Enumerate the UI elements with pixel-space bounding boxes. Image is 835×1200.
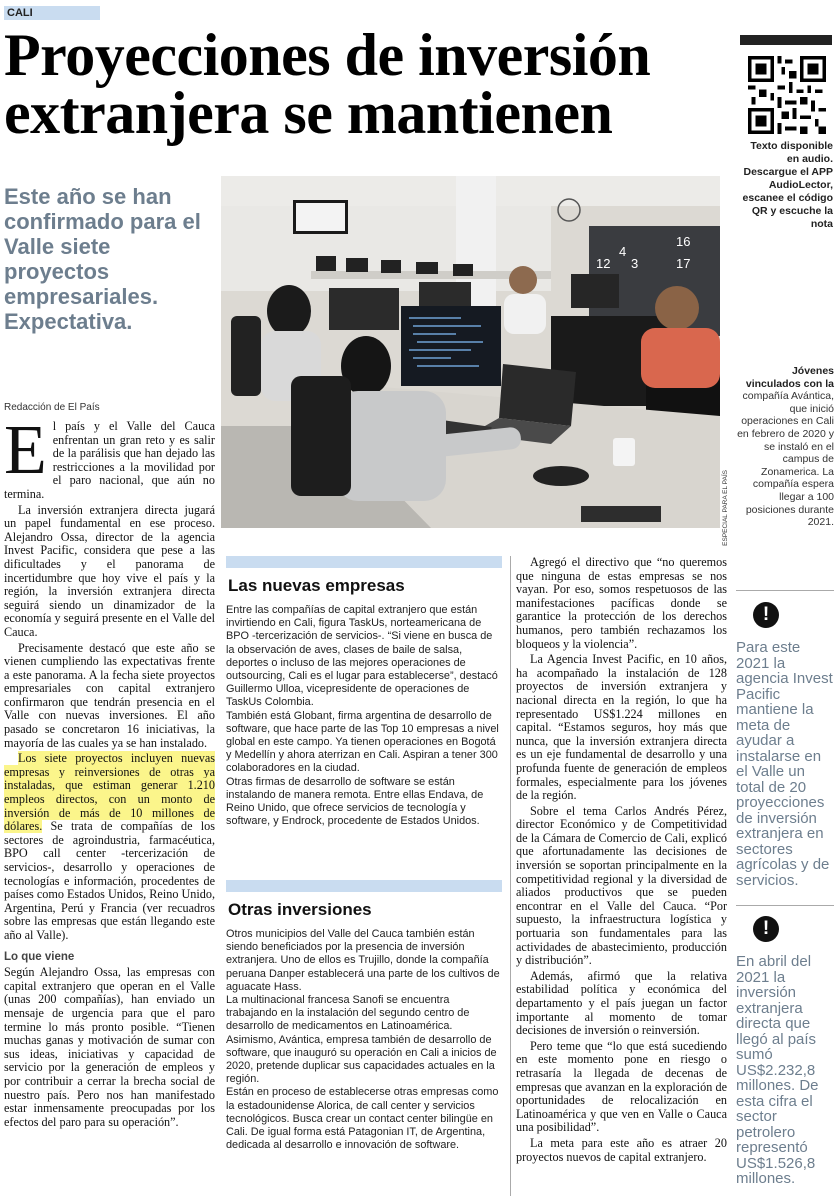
side-fact: En abril del 2021 la inversión extranjera directa que llegó al país sumó US$2.232,8 millones. De esta cifra el sector petrolero representó US$1.526,8 millones.	[736, 953, 819, 1187]
photo-credit: ESPECIAL PARA EL PAÍS	[722, 470, 729, 546]
article-paragraph: Según Alejandro Ossa, las empresas con capital extranjero que operan en el Valle (unas 200 compañías), han enviado un mensaje de urgencia para que el paro termine lo más pronto posible. “Tienen muchas ganas y motivación de sumar con sus ideas, iniciativas y capacidad de servicio por la generación de empleos y por contribuir a cerrar la brecha social de nuestro país. Pero nos han manifestado estar inmensamente preocupadas por los efectos del paro para su operación”.	[4, 965, 215, 1129]
section-tag	[4, 6, 100, 20]
wall-number: 3	[631, 256, 639, 271]
article-paragraph: Los siete proyectos incluyen nuevas empresas y reinversiones de otras ya instaladas, que estiman generar 1.210 empleos directos, con un monto de inversión de más de 10 millones de dólares. Se trata de compañías de los sectores de agroindustria, farmacéutica, BPO call center -tercerización de servicios-, desarrollo y operaciones de tecnologías e información, procedentes de países como Estados Unidos, Reino Unido, Argentina, Perú y Francia (ver recuadros sobre las empresas que están llegando este año al Valle).	[4, 751, 215, 942]
box-bar	[226, 556, 502, 568]
side-divider	[736, 905, 834, 906]
byline: Redacción de El País	[4, 402, 100, 413]
box-text: Entre las compañías de capital extranjero que están invirtiendo en Cali, figura TaskUs, norteamericana de BPO -tercerización de servicios-. “Si viene en busca de la observación de aves, clases de baile de salsa, deportes o incluso de las mejores operaciones de outsourcing, Cali es el lugar para establecerse”, destacó Guillermo Ulloa, vicepresidente de operaciones de TaskUs Colombia. También está Globant, firma argentina de desarrollo de software, que hace parte de las Top 10 empresas a nivel global en este campo. Ya tienen operaciones en Bogotá y Medellín y ahora aterrizan en Cali. Aspiran a tener 300 colaboradores en la ciudad. Otras firmas de desarrollo de software se están instalando de manera remota. Entre ellas Endava, de Reino Unido, que ofrece servicios de tecnología y software, y Endrock, procedente de Estados Unidos.	[226, 604, 499, 828]
photo-caption	[736, 365, 834, 529]
article-column-3	[516, 556, 727, 1166]
article-paragraph: Precisamente destacó que este año se vienen cumpliendo las expectativas frente a este panorama. A la fecha siete proyectos empresariales con capital extranjero confirmaron que tendrán presencia en el Valle con nuevas inversiones. El año pasado se concretaron 16 iniciativas, la mayoría de las cuales ya se han instalado.	[4, 640, 215, 750]
headline: Proyecciones de inversión extranjera se mantienen	[4, 22, 651, 146]
article-paragraph: El país y el Valle del Cauca enfrentan un gran reto y es salir de la parálisis que han dejado las restricciones a la movilidad por el paro nacional, que aún no termina.	[4, 412, 215, 501]
highlighted-text: Los siete proyectos incluyen nuevas empresas y reinversiones de otras ya instaladas, que estiman generar 1.210 empleos directos, con un monto de inversión de más de 10 millones de dólares.	[4, 751, 215, 834]
dropcap: E	[4, 412, 47, 489]
article-paragraph: Sobre el tema Carlos Andrés Pérez, director Económico y de Competitividad de la Cámara de Comercio de Cali, explicó que afortunadamente las decisiones de inversión se soportan principalmente en la competitividad regional y la diversidad de aliados productivos que se pueden encontrar en el Valle del Cauca. “Por supuesto, la infraestructura logística y portuaria son fundamentales para las actividades de abastecimiento, producción y distribución”.	[516, 803, 727, 968]
article-paragraph: La Agencia Invest Pacific, en 10 años, ha acompañado la instalación de 128 proyectos de inversión extranjera y nacional directa en la región, lo que ha representado US$1.224 millones en capital. “Estamos seguros, hoy más que nunca, que la inversión extranjera directa es un eje fundamental de desarrollo y una profunda fuente de generación de empleos formales, especialmente para los jóvenes de la región.	[516, 652, 727, 803]
qr-code-icon[interactable]	[748, 56, 826, 134]
box-title: Otras inversiones	[228, 900, 372, 919]
deck-summary: Este año se han confirmado para el Valle siete proyectos empresariales. Expectativa.	[4, 184, 201, 334]
side-divider	[736, 590, 834, 591]
box-text: Otros municipios del Valle del Cauca también están siendo beneficiados por la presencia de inversión extranjera. Uno de ellos es Trujillo, donde la compañía peruana Danper establecerá una parte de los cultivos de aguacate Hass. La multinacional francesa Sanofi se encuentra trabajando en la instalación del segundo centro de desarrollo de medicamentos en Latinoamérica. Asimismo, Avántica, empresa también de desarrollo de software, que inauguró su operación en Cali a inicios de 2020, pretende duplicar sus capacidades actuales en la región. Están en proceso de establecerse otras empresas como la estadounidense Alorica, de call center y servicios tecnológicos. Busca crear un contact center bilingüe en Cali. De igual forma está Patagonian IT, de Argentina, dedicada al desarrollo e innovación de software.	[226, 928, 500, 1152]
qr-top-bar	[740, 35, 832, 45]
box-otras-inversiones	[226, 880, 502, 1152]
article-paragraph: La meta para este año es atraer 20 proyectos nuevos de capital extranjero.	[516, 1135, 727, 1164]
article-paragraph: Agregó el directivo que “no queremos que ninguna de estas empresas se nos vayan. Por eso, somos respetuosos de las manifestaciones pacíficas donde se garantice la protección de los derechos humanos, pero también rechazamos los bloqueos y la violencia”.	[516, 555, 727, 651]
wall-number: 16	[676, 234, 691, 249]
box-nuevas-empresas	[226, 556, 502, 828]
wall-number: 17	[676, 256, 691, 271]
article-paragraph: Además, afirmó que la relativa estabilidad política y económica del departamento y el país juegan un factor importante al momento de tomar decisiones de inversión o reinversión.	[516, 968, 727, 1038]
wall-number: 4	[619, 244, 627, 259]
qr-caption: Texto disponible en audio. Descargue el APP AudioLector, escanee el código QR y escuche la nota	[742, 140, 833, 230]
subhead-lo-que-viene: Lo que viene	[4, 950, 75, 963]
column-divider	[510, 556, 511, 1196]
info-exclamation-icon: !	[753, 916, 779, 942]
section-label: CALI	[7, 7, 33, 19]
side-fact: Para este 2021 la agencia Invest Pacific mantiene la meta de ayudar a instalarse en el Valle un total de 20 proyecciones de inversión extranjera en sectores agrícolas y de servicios.	[736, 639, 833, 889]
office-photo	[221, 176, 720, 528]
caption-body: compañía Avántica, que inició operaciones en Cali en febrero de 2020 y se instaló en el campus de Zonamerica. La compañía espera llegar a 100 posiciones durante 2021.	[737, 390, 834, 529]
article-paragraph: Pero teme que “lo que está sucediendo en este momento pone en riesgo o retrasaría la llegada de decenas de empresas que avanzan en la exploración de oportunidades de relocalización en Latinoamérica y que ven en Valle o Cauca una posibilidad”.	[516, 1038, 727, 1135]
article-paragraph: La inversión extranjera directa jugará un papel fundamental en ese proceso. Alejandro Ossa, director de la agencia Invest Pacific, considera que pese a las dificultades y el panorama de incertidumbre que hoy vive el país y la región, la inversión extranjera directa seguirá siendo un dinamizador de la economía y seguirá presente en el Valle del Cauca.	[4, 502, 215, 639]
info-exclamation-icon: !	[753, 602, 779, 628]
box-bar	[226, 880, 502, 892]
caption-lead: Jóvenes vinculados con la	[745, 365, 834, 390]
box-title: Las nuevas empresas	[228, 576, 405, 595]
wall-number: 12	[596, 256, 611, 271]
article-column-1	[4, 412, 215, 1131]
